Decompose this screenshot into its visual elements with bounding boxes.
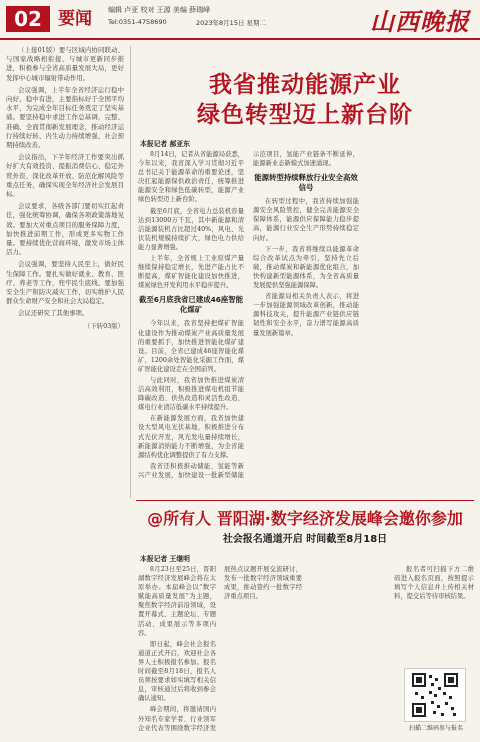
headline-line-1: 我省推动能源产业 <box>209 72 401 98</box>
article-paragraph: 即日起，峰会社会报名通道正式开启，欢迎社会各界人士积极报名参加。报名时间截至8月18日，报名人员须按要求如实填写相关信息，审核通过后将收到参会确认通知。 <box>138 640 216 703</box>
second-headline-main: @所有人 晋阳湖·数字经济发展峰会邀你参加 <box>147 509 463 528</box>
page-number: 02 <box>6 6 50 32</box>
article-paragraph: 8月14日，记者从省能源局获悉，今年以来，我省深入学习贯彻习近平总书记关于能源革命的重要论述，坚决扛起能源保供政治责任，统筹推进能源安全和绿色低碳转型，能源产业绿色转型迈上新台阶。 <box>138 151 244 204</box>
newspaper-logo: 山西晚报 <box>370 7 470 36</box>
main-article-body <box>138 150 474 496</box>
left-paragraph: （上接01版）要与区域内协同联动、与国家战略相衔接、与城市更新同步推进，积极参与全省高质量发展大局，更好发挥中心城市辐射带动作用。 <box>6 46 124 82</box>
article-paragraph: 在转型过程中，我省持续加强能源安全风险管控，健全完善能源安全保障体系，能源供应保障能力稳步提高，能源行业安全生产形势持续稳定向好。 <box>253 198 359 242</box>
article-paragraph: 今年以来，我省坚持把煤矿智能化建设作为推动煤炭产业高质量发展的重要抓手，加快推进智能化煤矿建设。目前，全省已建成46座智能化煤矿、1200余处智能化采掘工作面，煤矿智能化建设走在全国前列。 <box>138 320 244 373</box>
column-divider <box>130 46 131 498</box>
left-paragraph: 会议还研究了其他事项。 <box>18 309 89 318</box>
article-paragraph: 省能源局相关负责人表示，将进一步加强能源领域改革创新，推动能源科技攻关，提升能源产业链供应链韧性和安全水平，奋力谱写能源高质量发展新篇章。 <box>253 293 359 337</box>
left-paragraph: 会议指出，下半年经济工作要突出抓好扩大有效投资、提振消费信心、稳定外贸外资、深化改革开放、防范化解风险等重点任务，确保实现全年经济社会发展目标。 <box>6 153 124 199</box>
headline-line-2: 绿色转型迈上新台阶 <box>197 102 413 128</box>
article-paragraph: 8月23日至25日，晋阳湖数字经济发展峰会将在太原举办。本届峰会以“数字赋能高质量发展”为主题，聚焦数字经济前沿领域，设置开幕式、主题论坛、专题活动、成果展示等多项内容。 <box>138 566 216 637</box>
editor-credits: 编辑 卢亚 校对 王源 美编 薛瑞峰 <box>108 6 211 14</box>
second-headline[interactable] <box>136 508 474 547</box>
article-paragraph: 与此同时，我省加快推进煤炭清洁高效利用，积极推进煤电机组节能降碳改造、供热改造和灵活性改造，煤电行业清洁低碳水平持续提升。 <box>138 376 244 412</box>
qr-caption: 扫描二维码参与报名 <box>408 725 463 732</box>
continued-note: （下转03版） <box>83 321 124 330</box>
left-paragraph: 会议要求，各级各部门要切实扛起责任，强化统筹协调，确保各项政策落地见效。要加大对重点项目的服务保障力度，加快推进前期工作，形成更多实物工作量。要持续优化营商环境，激发市场主体活力。 <box>6 202 124 257</box>
second-byline: 本报记者 王继明 <box>140 555 190 563</box>
article-paragraph: 在新能源发展方面，我省加快建设大型风电光伏基地，积极推进分布式光伏开发，风光发电量持续增长，新能源消纳能力不断增强，为全省能源结构优化调整提供了有力支撑。 <box>138 415 244 459</box>
subheading: 能源转型持续释放行业安全高效信号 <box>254 173 358 193</box>
article-paragraph: 报名者可扫描下方二维码进入报名页面，按照提示填写个人信息并上传相关材料，提交后等待审核结果。 <box>394 566 474 601</box>
main-headline[interactable] <box>136 70 474 130</box>
second-headline-sub: 社会报名通道开启 时间截至8月18日 <box>222 534 388 545</box>
left-paragraph: 会议强调，上半年全省经济运行稳中向好、稳中有进，主要指标好于全国平均水平，为完成全年目标任务奠定了坚实基础。要坚持稳中求进工作总基调，完整、准确、全面贯彻新发展理念，推动经济运行持续好转、内生动力持续增强、社会预期持续改善。 <box>6 85 124 150</box>
article-paragraph: 上半年，全省规上工业原煤产量继续保持稳定增长，先进产能占比不断提高，煤矿智能化建设加快推进，煤炭绿色开发利用水平稳步提升。 <box>138 255 244 290</box>
main-byline: 本报记者 郝亚东 <box>140 140 190 148</box>
masthead <box>0 0 480 40</box>
article-paragraph: 下一步，我省将继续以能源革命综合改革试点为牵引，坚持先立后破，推动煤炭和新能源优化组合，加快构建新型能源体系，为全省高质量发展提供坚强能源保障。 <box>253 245 359 290</box>
issue-date: 2023年8月15日 星期二 <box>196 19 267 27</box>
article-paragraph: 峰会期间，将邀请国内外知名专家学者、行业领军企业代表等围绕数字经济发展热点议题开展交流研讨，发布一批数字经济领域重要成果，推动签约一批数字经济重点项目。 <box>138 566 302 732</box>
article-paragraph: 截至6月底，全省电力总装机容量达到13000万千瓦，其中新能源和清洁能源装机占比超过40%，风电、光伏装机规模持续扩大，绿色电力供给能力显著增强。 <box>138 207 244 251</box>
second-article-body <box>138 565 388 735</box>
left-paragraph: 会议强调，要坚持人民至上，做好民生保障工作。要扎实做好就业、教育、医疗、养老等工作，兜牢民生底线。要加强安全生产和防灾减灾工作，切实维护人民群众生命财产安全和社会大局稳定。 <box>6 260 124 306</box>
second-article-aside <box>394 565 474 663</box>
article-separator <box>136 500 474 501</box>
qr-code[interactable] <box>404 668 466 722</box>
qr-code-icon <box>405 669 465 721</box>
left-column-article <box>6 46 124 734</box>
section-name: 要闻 <box>58 9 92 29</box>
subheading: 截至6月底我省已建成46座智能化煤矿 <box>138 295 244 315</box>
article-paragraph: 我省还积极推动储能、氢能等新兴产业发展，加快建设一批新型储能示范项目，氢能产业链条不断延伸，能源新业态新模式加速涌现。 <box>138 151 359 479</box>
telephone: Tel:0351-4758690 <box>108 18 167 26</box>
